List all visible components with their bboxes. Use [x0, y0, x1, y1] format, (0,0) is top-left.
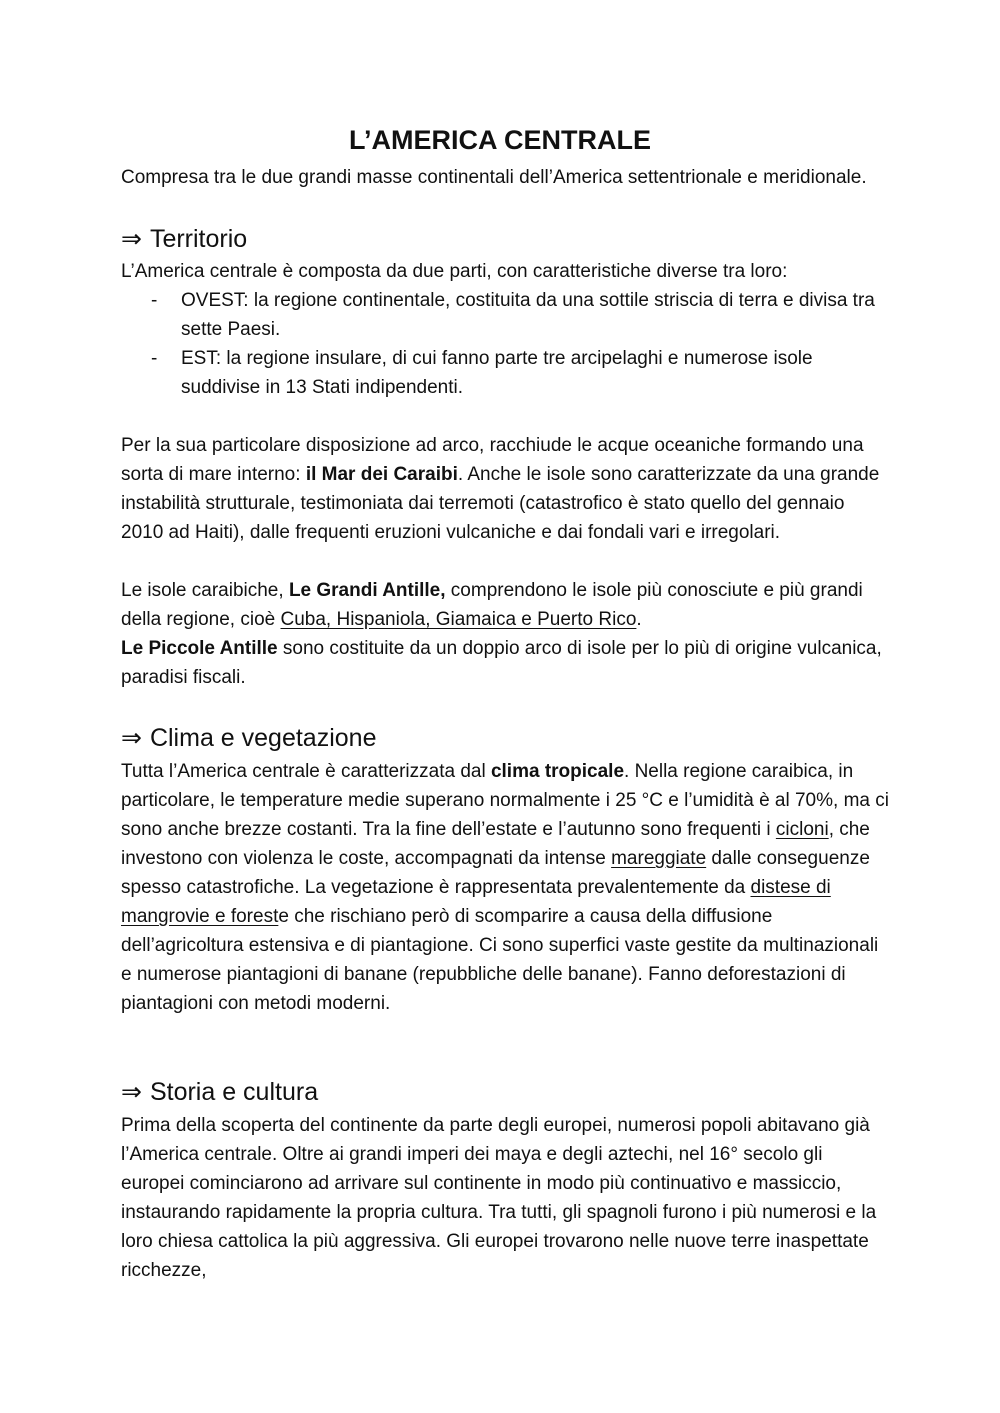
- list-item: [121, 344, 891, 402]
- intro-paragraph: Compresa tra le due grandi masse continentali dell’America settentrionale e meridionale.: [121, 167, 867, 188]
- text-run: Tutta l’America centrale è caratterizzata dal: [121, 761, 491, 782]
- storia-paragraph: Prima della scoperta del continente da parte degli europei, numerosi popoli abitavano già l’America centrale. Oltre ai grandi imperi dei maya e degli aztechi, nel 16° secolo gli europei cominciarono ad arrivare sul continente in modo più continuativo e massiccio, instaurando rapidamente la propria cultura. Tra tutti, gli spagnoli furono i più numerosi e la loro chiesa cattolica la più aggressiva. Gli europei trovarono nelle nuove terre inaspettate ricchezze,: [121, 1115, 877, 1281]
- text-run: dalle conseguenze spesso catastrofiche. La vegetazione è rappresentata prevalentemente da: [121, 848, 870, 898]
- text-run: , che investono con violenza le coste, accompagnati da intense: [121, 819, 870, 869]
- underlined-term: Cuba, Hispaniola, Giamaica e Puerto Rico: [280, 609, 637, 630]
- text-run: . Anche le isole sono caratterizzate da una grande instabilità strutturale, testimoniata dai terremoti (catastrofico è stato quello del gennaio 2010 ad Haiti), dalle frequenti eruzioni vulcaniche e dai fondali vari e irregolari.: [121, 464, 880, 543]
- heading-text: Storia e cultura: [149, 1078, 319, 1106]
- underlined-term: distese di mangrovie e forest: [121, 877, 831, 927]
- underlined-term: mareggiate: [611, 848, 707, 869]
- dash-bullet-icon: -: [151, 348, 158, 369]
- heading-text: Clima e vegetazione: [149, 724, 377, 752]
- text-run: Le isole caraibiche,: [121, 580, 289, 601]
- list-item: [121, 286, 891, 344]
- section-heading-territorio: [121, 222, 247, 256]
- territorio-paragraph-caraibi: [121, 431, 891, 547]
- arrow-icon: ⇒: [121, 225, 142, 253]
- heading-text: Territorio: [149, 225, 248, 253]
- text-run: sono costituite da un doppio arco di isole per lo più di origine vulcanica, paradisi fiscali.: [121, 638, 882, 688]
- section-heading-storia: [121, 1075, 318, 1109]
- territorio-list: [121, 286, 891, 402]
- bold-term: clima tropicale: [490, 761, 625, 782]
- page-title: L’AMERICA CENTRALE: [349, 125, 651, 155]
- text-run: Per la sua particolare disposizione ad arco, racchiude le acque oceaniche formando una sorta di mare interno:: [121, 435, 864, 485]
- list-item-text: EST: la regione insulare, di cui fanno parte tre arcipelaghi e numerose isole suddivise in 13 Stati indipendenti.: [181, 348, 813, 398]
- list-item-text: OVEST: la regione continentale, costituita da una sottile striscia di terra e divisa tra sette Paesi.: [181, 290, 875, 340]
- dash-bullet-icon: -: [151, 290, 158, 311]
- arrow-icon: ⇒: [121, 1078, 142, 1106]
- bold-term: Le Piccole Antille: [121, 638, 278, 659]
- bold-term: il Mar dei Caraibi: [305, 464, 458, 485]
- text-run: e che rischiano però di scomparire a causa della diffusione dell’agricoltura estensiva e di piantagione. Ci sono superfici vaste gestite da multinazionali e numerose piantagioni di banane (repubbliche delle banane). Fanno deforestazioni di piantagioni con metodi moderni.: [121, 906, 879, 1014]
- text-run: .: [636, 609, 642, 630]
- text-run: comprendono le isole più conosciute e più grandi della regione, cioè: [121, 580, 863, 630]
- bold-term: Le Grandi Antille,: [288, 580, 446, 601]
- clima-paragraph: [121, 757, 891, 1018]
- territorio-lead: L’America centrale è composta da due parti, con caratteristiche diverse tra loro:: [121, 261, 788, 282]
- underlined-term: cicloni: [775, 819, 829, 840]
- territorio-paragraph-piccole-antille: [121, 634, 891, 692]
- territorio-paragraph-grandi-antille: [121, 576, 891, 634]
- arrow-icon: ⇒: [121, 724, 142, 752]
- text-run: . Nella regione caraibica, in particolare, le temperature medie superano normalmente i 25 °C e l’umidità è al 70%, ma ci sono anche brezze costanti. Tra la fine dell’estate e l’autunno sono frequenti i: [121, 761, 889, 840]
- section-heading-clima: [121, 721, 376, 755]
